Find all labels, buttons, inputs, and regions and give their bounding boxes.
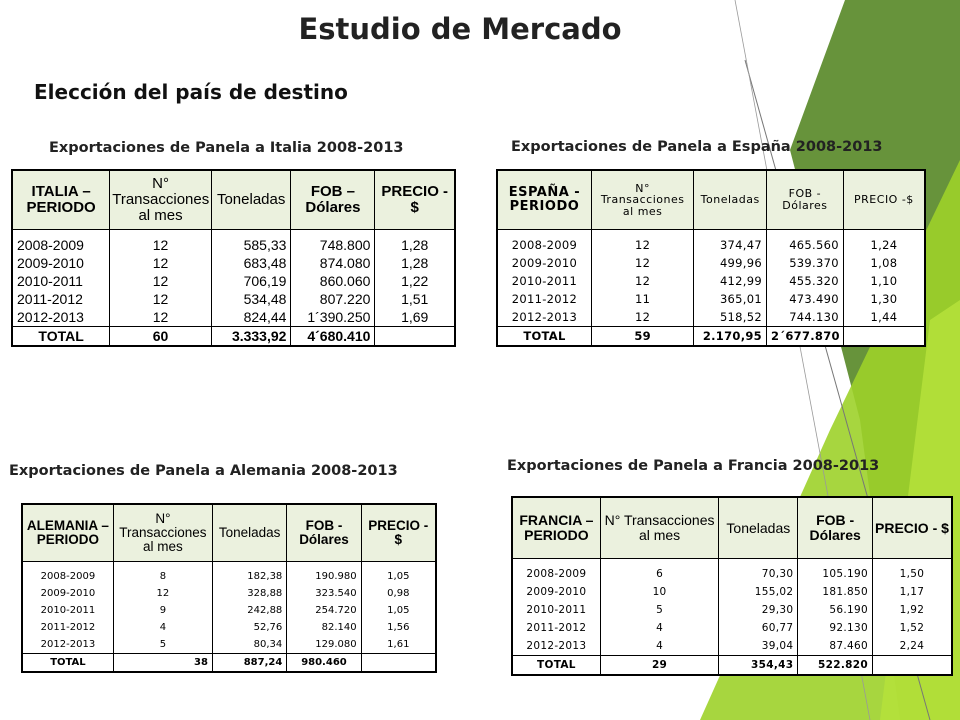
cell-toneladas: 706,19 xyxy=(211,272,291,290)
cell-total-fob: 2´677.870 xyxy=(766,327,843,346)
cell-fob: 254.720 xyxy=(287,602,361,619)
cell-total-transacciones: 29 xyxy=(600,656,719,675)
column-header: FOB - Dólares xyxy=(798,498,873,559)
column-header: FOB – Dólares xyxy=(291,171,375,230)
cell-precio: 1,17 xyxy=(872,583,951,601)
column-header: N° Transacciones al mes xyxy=(600,498,719,559)
table-row xyxy=(498,236,925,254)
cell-fob: 539.370 xyxy=(766,254,843,272)
cell-periodo: 2010-2011 xyxy=(513,601,601,619)
table-row xyxy=(23,636,436,654)
cell-total-label: TOTAL xyxy=(13,327,110,346)
cell-precio: 1,24 xyxy=(843,236,924,254)
cell-fob: 473.490 xyxy=(766,290,843,308)
table-row xyxy=(498,254,925,272)
table-total-row xyxy=(498,327,925,346)
cell-periodo: 2011-2012 xyxy=(498,290,592,308)
cell-fob: 874.080 xyxy=(291,254,375,272)
table-row xyxy=(13,290,455,308)
cell-transacciones: 4 xyxy=(600,637,719,656)
cell-periodo: 2012-2013 xyxy=(23,636,114,654)
francia-caption: Exportaciones de Panela a Francia 2008-2013 xyxy=(507,458,880,474)
cell-toneladas: 824,44 xyxy=(211,308,291,327)
cell-precio: 1,22 xyxy=(375,272,455,290)
cell-periodo: 2008-2009 xyxy=(513,565,601,583)
cell-periodo: 2010-2011 xyxy=(23,602,114,619)
cell-precio: 1,30 xyxy=(843,290,924,308)
cell-precio: 1,51 xyxy=(375,290,455,308)
table-row xyxy=(13,272,455,290)
cell-periodo: 2011-2012 xyxy=(23,619,114,636)
cell-total-fob: 980.460 xyxy=(287,654,361,672)
cell-fob: 190.980 xyxy=(287,568,361,585)
column-header: ITALIA – PERIODO xyxy=(13,171,110,230)
column-header: ALEMANIA – PERIODO xyxy=(23,505,114,562)
table-row xyxy=(513,565,952,583)
table-total-row xyxy=(23,654,436,672)
cell-total-label: TOTAL xyxy=(513,656,601,675)
cell-periodo: 2011-2012 xyxy=(513,619,601,637)
cell-precio: 0,98 xyxy=(361,585,435,602)
cell-precio: 1,08 xyxy=(843,254,924,272)
column-header: N° Transacciones al mes xyxy=(591,171,693,230)
cell-total-precio xyxy=(843,327,924,346)
cell-toneladas: 328,88 xyxy=(212,585,286,602)
cell-periodo: 2011-2012 xyxy=(13,290,110,308)
column-header: FOB - Dólares xyxy=(287,505,361,562)
cell-precio: 1,28 xyxy=(375,236,455,254)
table-row xyxy=(498,308,925,327)
cell-precio: 1,92 xyxy=(872,601,951,619)
italia-caption: Exportaciones de Panela a Italia 2008-2013 xyxy=(49,140,404,156)
cell-toneladas: 518,52 xyxy=(694,308,767,327)
cell-toneladas: 365,01 xyxy=(694,290,767,308)
cell-transacciones: 12 xyxy=(591,236,693,254)
table-row xyxy=(13,308,455,327)
cell-fob: 748.800 xyxy=(291,236,375,254)
table-row xyxy=(13,236,455,254)
italia-table xyxy=(11,169,456,347)
cell-total-toneladas: 3.333,92 xyxy=(211,327,291,346)
cell-toneladas: 182,38 xyxy=(212,568,286,585)
cell-fob: 455.320 xyxy=(766,272,843,290)
table-header-row xyxy=(513,498,952,559)
cell-toneladas: 70,30 xyxy=(719,565,798,583)
cell-toneladas: 499,96 xyxy=(694,254,767,272)
cell-transacciones: 5 xyxy=(113,636,212,654)
cell-fob: 181.850 xyxy=(798,583,873,601)
column-header: PRECIO - $ xyxy=(872,498,951,559)
column-header: FRANCIA – PERIODO xyxy=(513,498,601,559)
cell-transacciones: 4 xyxy=(600,619,719,637)
cell-periodo: 2010-2011 xyxy=(498,272,592,290)
cell-transacciones: 12 xyxy=(113,585,212,602)
table-header-row xyxy=(13,171,455,230)
table-row xyxy=(513,601,952,619)
francia-table xyxy=(511,496,953,676)
column-header: Toneladas xyxy=(719,498,798,559)
cell-periodo: 2008-2009 xyxy=(13,236,110,254)
cell-total-toneladas: 2.170,95 xyxy=(694,327,767,346)
cell-periodo: 2009-2010 xyxy=(13,254,110,272)
cell-periodo: 2012-2013 xyxy=(498,308,592,327)
cell-fob: 1´390.250 xyxy=(291,308,375,327)
cell-total-label: TOTAL xyxy=(498,327,592,346)
table-total-row xyxy=(513,656,952,675)
cell-periodo: 2012-2013 xyxy=(13,308,110,327)
cell-total-precio xyxy=(872,656,951,675)
column-header: PRECIO -$ xyxy=(843,171,924,230)
cell-transacciones: 12 xyxy=(110,272,212,290)
page-title: Estudio de Mercado xyxy=(298,12,622,46)
cell-fob: 129.080 xyxy=(287,636,361,654)
table-row xyxy=(23,568,436,585)
table-row xyxy=(498,272,925,290)
cell-toneladas: 412,99 xyxy=(694,272,767,290)
cell-toneladas: 374,47 xyxy=(694,236,767,254)
alemania-caption: Exportaciones de Panela a Alemania 2008-2013 xyxy=(9,463,398,479)
table-row xyxy=(23,619,436,636)
table-header-row xyxy=(23,505,436,562)
cell-precio: 1,52 xyxy=(872,619,951,637)
cell-toneladas: 683,48 xyxy=(211,254,291,272)
cell-total-label: TOTAL xyxy=(23,654,114,672)
cell-precio: 1,69 xyxy=(375,308,455,327)
cell-precio: 1,61 xyxy=(361,636,435,654)
cell-precio: 1,28 xyxy=(375,254,455,272)
table-row xyxy=(513,619,952,637)
cell-transacciones: 12 xyxy=(591,254,693,272)
cell-periodo: 2012-2013 xyxy=(513,637,601,656)
page-subtitle: Elección del país de destino xyxy=(34,80,348,104)
cell-periodo: 2008-2009 xyxy=(23,568,114,585)
column-header: N° Transacciones al mes xyxy=(113,505,212,562)
column-header: PRECIO - $ xyxy=(361,505,435,562)
cell-total-precio xyxy=(375,327,455,346)
cell-toneladas: 80,34 xyxy=(212,636,286,654)
cell-fob: 323.540 xyxy=(287,585,361,602)
cell-precio: 1,56 xyxy=(361,619,435,636)
cell-transacciones: 8 xyxy=(113,568,212,585)
cell-total-precio xyxy=(361,654,435,672)
cell-transacciones: 12 xyxy=(110,308,212,327)
column-header: Toneladas xyxy=(211,171,291,230)
cell-total-toneladas: 887,24 xyxy=(212,654,286,672)
cell-toneladas: 29,30 xyxy=(719,601,798,619)
cell-periodo: 2009-2010 xyxy=(513,583,601,601)
cell-fob: 82.140 xyxy=(287,619,361,636)
cell-transacciones: 12 xyxy=(110,290,212,308)
cell-precio: 1,05 xyxy=(361,568,435,585)
cell-transacciones: 12 xyxy=(591,272,693,290)
cell-fob: 92.130 xyxy=(798,619,873,637)
cell-toneladas: 242,88 xyxy=(212,602,286,619)
cell-total-transacciones: 38 xyxy=(113,654,212,672)
cell-fob: 56.190 xyxy=(798,601,873,619)
cell-toneladas: 60,77 xyxy=(719,619,798,637)
cell-periodo: 2010-2011 xyxy=(13,272,110,290)
table-header-row xyxy=(498,171,925,230)
table-total-row xyxy=(13,327,455,346)
cell-total-toneladas: 354,43 xyxy=(719,656,798,675)
column-header: N° Transacciones al mes xyxy=(110,171,212,230)
column-header: FOB - Dólares xyxy=(766,171,843,230)
cell-toneladas: 39,04 xyxy=(719,637,798,656)
cell-total-transacciones: 60 xyxy=(110,327,212,346)
cell-transacciones: 10 xyxy=(600,583,719,601)
cell-periodo: 2008-2009 xyxy=(498,236,592,254)
cell-toneladas: 52,76 xyxy=(212,619,286,636)
table-row xyxy=(498,290,925,308)
alemania-table xyxy=(21,503,437,673)
cell-precio: 1,10 xyxy=(843,272,924,290)
column-header: PRECIO - $ xyxy=(375,171,455,230)
column-header: ESPAÑA - PERIODO xyxy=(498,171,592,230)
cell-periodo: 2009-2010 xyxy=(23,585,114,602)
cell-total-fob: 522.820 xyxy=(798,656,873,675)
cell-transacciones: 11 xyxy=(591,290,693,308)
cell-precio: 1,44 xyxy=(843,308,924,327)
cell-transacciones: 4 xyxy=(113,619,212,636)
cell-toneladas: 585,33 xyxy=(211,236,291,254)
table-row xyxy=(13,254,455,272)
cell-fob: 860.060 xyxy=(291,272,375,290)
cell-transacciones: 5 xyxy=(600,601,719,619)
table-row xyxy=(23,585,436,602)
cell-total-transacciones: 59 xyxy=(591,327,693,346)
cell-periodo: 2009-2010 xyxy=(498,254,592,272)
cell-transacciones: 9 xyxy=(113,602,212,619)
cell-precio: 1,05 xyxy=(361,602,435,619)
cell-transacciones: 12 xyxy=(110,254,212,272)
cell-transacciones: 6 xyxy=(600,565,719,583)
column-header: Toneladas xyxy=(212,505,286,562)
cell-fob: 87.460 xyxy=(798,637,873,656)
cell-transacciones: 12 xyxy=(591,308,693,327)
cell-fob: 105.190 xyxy=(798,565,873,583)
cell-total-fob: 4´680.410 xyxy=(291,327,375,346)
cell-fob: 744.130 xyxy=(766,308,843,327)
cell-precio: 2,24 xyxy=(872,637,951,656)
espana-caption: Exportaciones de Panela a España 2008-2013 xyxy=(511,139,883,155)
cell-toneladas: 534,48 xyxy=(211,290,291,308)
column-header: Toneladas xyxy=(694,171,767,230)
table-row xyxy=(513,583,952,601)
cell-transacciones: 12 xyxy=(110,236,212,254)
table-row xyxy=(513,637,952,656)
cell-fob: 465.560 xyxy=(766,236,843,254)
cell-toneladas: 155,02 xyxy=(719,583,798,601)
cell-precio: 1,50 xyxy=(872,565,951,583)
espana-table xyxy=(496,169,926,347)
table-row xyxy=(23,602,436,619)
cell-fob: 807.220 xyxy=(291,290,375,308)
